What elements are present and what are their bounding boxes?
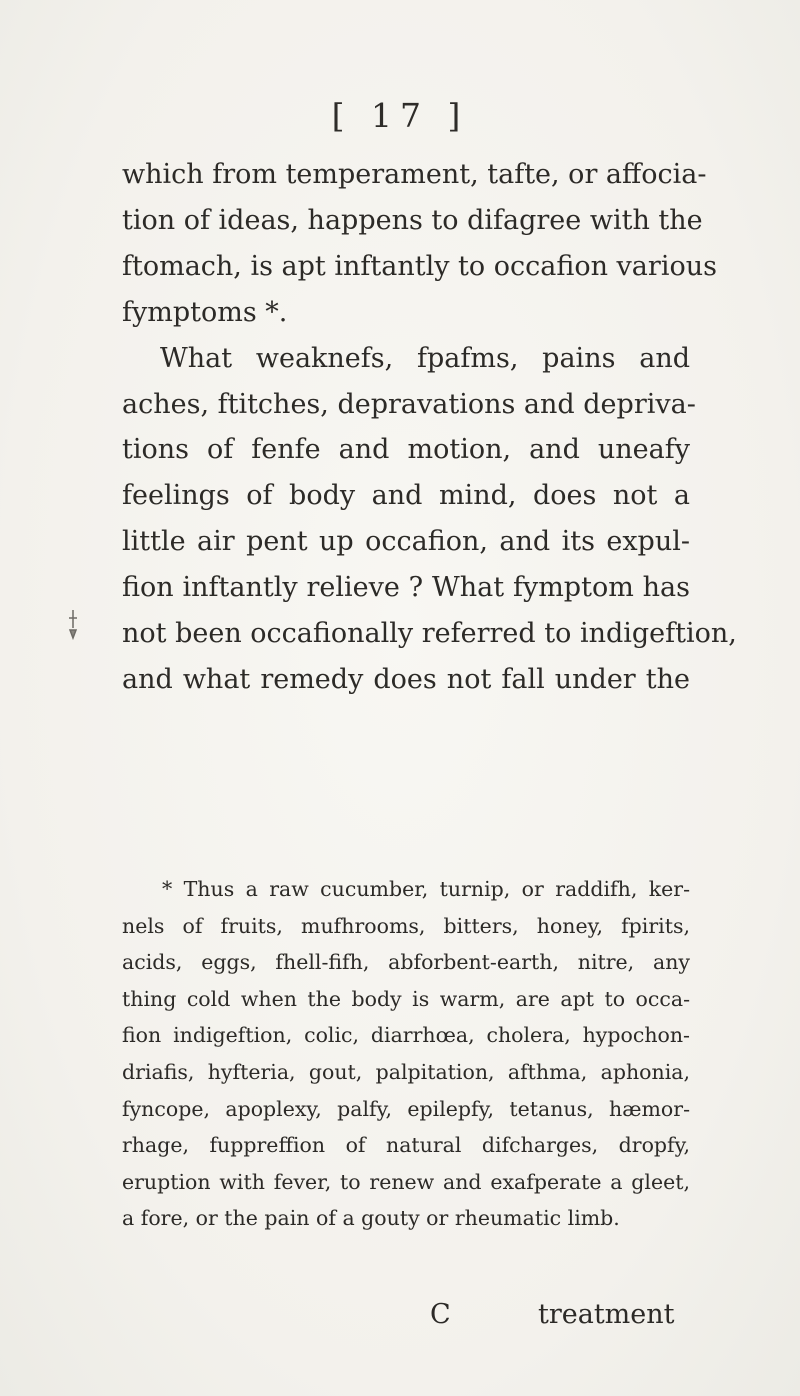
text-line: What weaknefs, fpafms, pains and xyxy=(160,342,690,374)
text-line: aches, ftitches, depravations and depriva- xyxy=(122,388,696,420)
footnote-line: fyncope, apoplexy, palfy, epilepfy, tetanus, hæmor- xyxy=(122,1096,690,1121)
footnote-line: acids, eggs, fhell-fifh, abforbent-earth, nitre, any xyxy=(122,950,690,975)
text-line: feelings of body and mind, does not a xyxy=(122,480,690,512)
footnote-line: eruption with fever, to renew and exafperate a gleet, xyxy=(122,1169,690,1194)
text-line: fymptoms *. xyxy=(122,296,288,328)
footnote-line: thing cold when the body is warm, are apt to occa- xyxy=(122,986,690,1011)
footnote-line: fion indigeftion, colic, diarrhœa, cholera, hypochon- xyxy=(122,1023,690,1048)
footnote-line: nels of fruits, mufhrooms, bitters, honey, fpirits, xyxy=(122,913,690,938)
text-line: ftomach, is apt inftantly to occafion various xyxy=(122,250,717,282)
margin-mark xyxy=(66,608,80,645)
text-line: not been occafionally referred to indigeftion, xyxy=(122,618,737,650)
footnote-line: * Thus a raw cucumber, turnip, or raddifh, ker- xyxy=(162,877,690,901)
text-line: which from temperament, tafte, or affocia- xyxy=(122,159,707,190)
ink-mark-icon xyxy=(66,608,80,642)
main-text xyxy=(122,152,737,703)
catchword: treatment xyxy=(538,1299,675,1330)
footnote-line: rhage, fuppreffion of natural difcharges, dropfy, xyxy=(122,1133,690,1158)
page-number: [ 17 ] xyxy=(331,96,469,135)
footnote xyxy=(122,871,690,1237)
text-line: little air pent up occafion, and its expul- xyxy=(122,526,690,558)
text-line: tion of ideas, happens to difagree with the xyxy=(122,204,703,236)
signature-mark: C xyxy=(430,1299,451,1330)
footnote-line: a fore, or the pain of a gouty or rheumatic limb. xyxy=(122,1206,620,1231)
text-line: tions of fenfe and motion, and uneafy xyxy=(122,434,690,466)
footnote-line: driafis, hyfteria, gout, palpitation, afthma, aphonia, xyxy=(122,1059,690,1084)
text-line: and what remedy does not fall under the xyxy=(122,663,690,695)
text-line: fion inftantly relieve ? What fymptom has xyxy=(122,572,690,604)
